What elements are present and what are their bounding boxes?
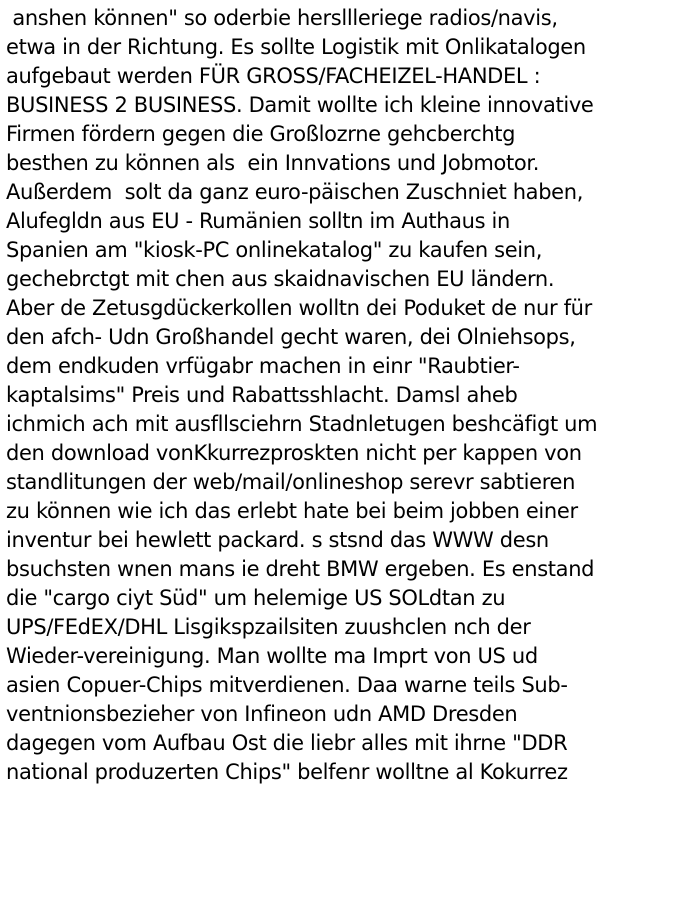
text-line: den download vonKkurrezproskten nicht per kappen von [6,441,582,465]
text-line: national produzerten Chips" belfenr wolltne al Kokurrez [6,760,568,784]
text-line: ventnionsbezieher von Infineon udn AMD Dresden [6,702,518,726]
text-line: kaptalsims" Preis und Rabattsshlacht. Damsl aheb [6,383,518,407]
text-line: dem endkuden vrfügabr machen in einr "Raubtier- [6,354,520,378]
text-line: standlitungen der web/mail/onlineshop serevr sabtieren [6,470,576,494]
text-line: etwa in der Richtung. Es sollte Logistik mit Onlikatalogen [6,35,586,59]
text-line: zu können wie ich das erlebt hate bei beim jobben einer [6,499,578,523]
text-line: UPS/FEdEX/DHL Lisgikspzailsiten zuushclen nch der [6,615,531,639]
text-line: gechebrctgt mit chen aus skaidnavischen EU ländern. [6,267,555,291]
text-line: bsuchsten wnen mans ie dreht BMW ergeben. Es enstand [6,557,595,581]
text-line: dagegen vom Aufbau Ost die liebr alles mit ihrne "DDR [6,731,568,755]
text-line: inventur bei hewlett packard. s stsnd das WWW desn [6,528,549,552]
text-line: Spanien am "kiosk-PC onlinekatalog" zu kaufen sein, [6,238,543,262]
text-line: ichmich ach mit ausfllsciehrn Stadnletugen beshcäfigt um [6,412,598,436]
text-line: die "cargo ciyt Süd" um helemige US SOLdtan zu [6,586,506,610]
text-line: Aber de Zetusgdückerkollen wolltn dei Poduket de nur für [6,296,592,320]
text-line: aufgebaut werden FÜR GROSS/FACHEIZEL-HANDEL : [6,64,541,88]
text-line: besthen zu können als ein Innvations und Jobmotor. [6,151,540,175]
text-line: BUSINESS 2 BUSINESS. Damit wollte ich kleine innovative [6,93,594,117]
text-line: anshen können" so oderbie hersllleriege radios/navis, [6,6,558,30]
text-line: den afch- Udn Großhandel gecht waren, dei Olniehsops, [6,325,576,349]
text-line: asien Copuer-Chips mitverdienen. Daa warne teils Sub- [6,673,568,697]
text-line: Alufegldn aus EU - Rumänien solltn im Authaus in [6,209,510,233]
text-line: Wieder-vereinigung. Man wollte ma Imprt von US ud [6,644,538,668]
text-line: Außerdem solt da ganz euro-päischen Zuschniet haben, [6,180,584,204]
text-line: Firmen fördern gegen die Großlozrne gehcberchtg [6,122,516,146]
